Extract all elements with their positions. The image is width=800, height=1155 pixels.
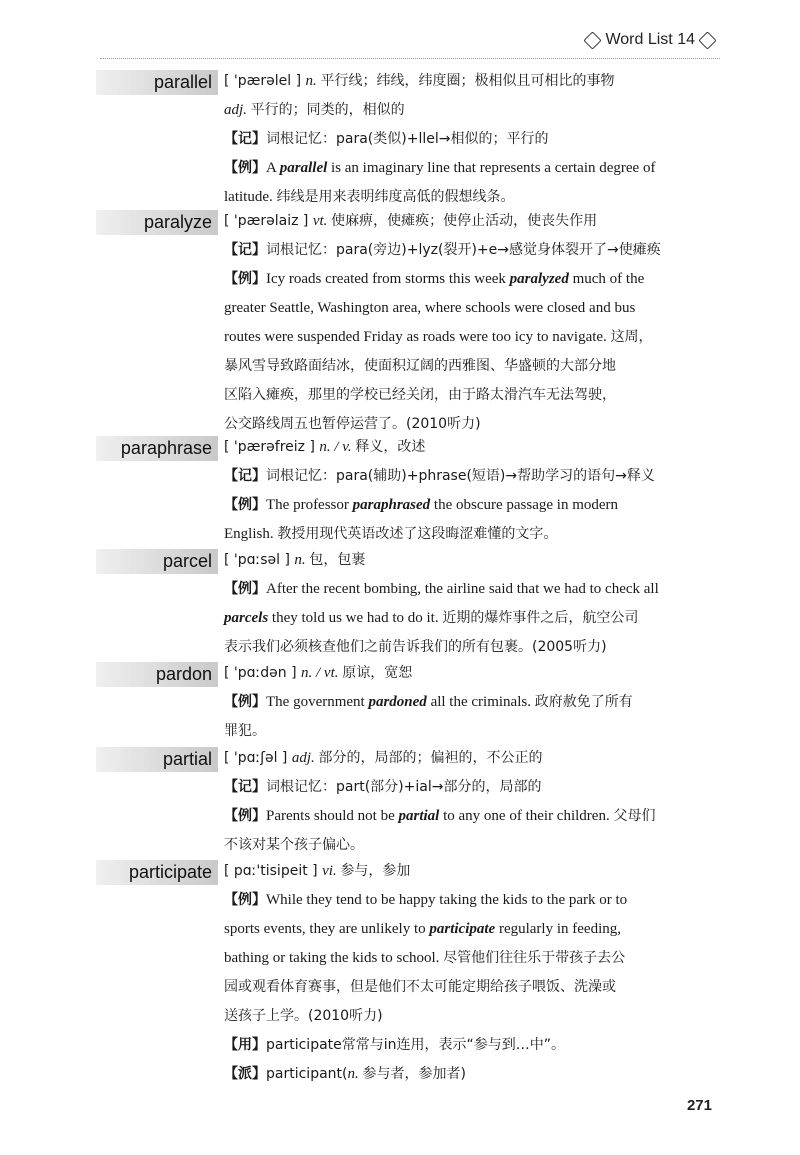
text-run: 罪犯。: [224, 723, 266, 739]
header-rule: [100, 58, 720, 59]
entry-body: [224, 70, 720, 212]
entry-body: [224, 436, 720, 549]
entry-line: [224, 67, 720, 96]
entry-body: [224, 860, 720, 1089]
entry-line: [224, 491, 720, 520]
entry-line: [224, 688, 720, 717]
entry-line: [224, 1031, 720, 1060]
text-run: regularly in feeding,: [495, 921, 621, 937]
text-run: routes were suspended Friday as roads were too icy to navigate.: [224, 329, 611, 345]
text-run: 平行线；纬线，纬度圈；极相似且可相比的事物: [320, 73, 615, 89]
entry-line: [224, 717, 720, 746]
entry-line: [224, 857, 720, 886]
entry-line: [224, 323, 720, 352]
entry-line: [224, 433, 720, 462]
text-run: [ 'pɑːʃəl ]: [224, 750, 292, 766]
text-run: 送孩子上学。(2010听力): [224, 1008, 383, 1024]
section-tag: 【记】: [224, 131, 266, 147]
entry-line: [224, 462, 720, 491]
entry-parcel: [96, 549, 720, 662]
text-run: 参与，参加: [340, 863, 411, 879]
entry-line: [224, 96, 720, 125]
text-run: 区陷入瘫痪，那里的学校已经关闭，由于路太滑汽车无法驾驶，: [224, 387, 616, 403]
entry-head: [96, 210, 720, 439]
text-run: participate常常与in连用，表示“参与到…中”。: [266, 1037, 566, 1053]
text-run: n.: [305, 73, 321, 89]
entry-line: [224, 575, 720, 604]
entry-line: [224, 520, 720, 549]
entry-line: [224, 744, 720, 773]
text-run: 这周，: [610, 329, 653, 345]
text-run: 纬线是用来表明纬度高低的假想线条。: [276, 189, 515, 205]
keyword: parallel: [279, 160, 328, 176]
running-header: [586, 31, 714, 49]
text-run: After the recent bombing, the airline said that we had to check all: [266, 581, 659, 597]
text-run: 公交路线周五也暂停运营了。(2010听力): [224, 416, 481, 432]
text-run: the obscure passage in modern: [430, 497, 619, 513]
text-run: 包，包裹: [309, 552, 366, 568]
text-run: 词根记忆：para(旁边)+lyz(裂开)+e→感觉身体裂开了→使瘫痪: [266, 242, 661, 258]
entry-body: [224, 747, 720, 860]
text-run: 词根记忆：para(类似)+llel→相似的；平行的: [266, 131, 549, 147]
header-title: Word List 14: [605, 31, 695, 48]
entry-line: [224, 546, 720, 575]
section-tag: 【例】: [224, 808, 266, 824]
text-run: bathing or taking the kids to school.: [224, 950, 444, 966]
entry-line: [224, 381, 720, 410]
text-run: adj.: [224, 102, 251, 118]
entry-partial: [96, 747, 720, 860]
text-run: n.: [294, 552, 310, 568]
entry-head: [96, 662, 720, 746]
text-run: they told us we had to do it.: [268, 610, 443, 626]
text-run: 原谅，宽恕: [342, 665, 413, 681]
text-run: English.: [224, 526, 278, 542]
entry-line: [224, 207, 720, 236]
entry-body: [224, 549, 720, 662]
entry-head: [96, 549, 720, 662]
section-tag: 【例】: [224, 694, 266, 710]
headword: partial: [96, 747, 218, 772]
section-tag: 【例】: [224, 581, 266, 597]
entry-head: [96, 436, 720, 549]
section-tag: 【例】: [224, 892, 266, 908]
entry-line: [224, 773, 720, 802]
text-run: Icy roads created from storms this week: [266, 271, 510, 287]
text-run: greater Seattle, Washington area, where schools were closed and bus: [224, 300, 636, 316]
entry-line: [224, 973, 720, 1002]
text-run: is an imaginary line that represents a certain degree of: [327, 160, 656, 176]
headword: pardon: [96, 662, 218, 687]
text-run: 园或观看体育赛事，但是他们不太可能定期给孩子喂饭、洗澡或: [224, 979, 616, 995]
section-tag: 【记】: [224, 468, 266, 484]
text-run: 尽管他们往往乐于带孩子去公: [443, 950, 626, 966]
entry-parallel: [96, 70, 720, 212]
section-tag: 【记】: [224, 779, 266, 795]
entry-line: [224, 1060, 720, 1089]
entry-line: [224, 265, 720, 294]
headword: paraphrase: [96, 436, 218, 461]
text-run: 暴风雪导致路面结冰，使面积辽阔的西雅图、华盛顿的大部分地: [224, 358, 616, 374]
text-run: 不该对某个孩子偏心。: [224, 837, 364, 853]
text-run: 父母们: [613, 808, 656, 824]
text-run: While they tend to be happy taking the kids to the park or to: [266, 892, 628, 908]
text-run: latitude.: [224, 189, 277, 205]
entry-line: [224, 633, 720, 662]
keyword: parcels: [224, 610, 269, 626]
section-tag: 【用】: [224, 1037, 266, 1053]
text-run: [ 'pærəlel ]: [224, 73, 306, 89]
page-number: 271: [686, 1097, 712, 1114]
text-run: 部分的，局部的；偏袒的，不公正的: [318, 750, 543, 766]
diamond-icon: [698, 31, 716, 49]
text-run: The government: [266, 694, 369, 710]
text-run: [ 'pærəlaiz ]: [224, 213, 313, 229]
section-tag: 【例】: [224, 160, 266, 176]
keyword: participate: [429, 921, 496, 937]
entry-paraphrase: [96, 436, 720, 549]
headword: parcel: [96, 549, 218, 574]
entry-line: [224, 154, 720, 183]
entry-line: [224, 125, 720, 154]
headword: parallel: [96, 70, 218, 95]
text-run: 释义，改述: [355, 439, 426, 455]
entry-line: [224, 294, 720, 323]
text-run: 词根记忆：part(部分)+ial→部分的，局部的: [266, 779, 542, 795]
entry-head: [96, 860, 720, 1089]
entry-line: [224, 352, 720, 381]
entry-line: [224, 659, 720, 688]
entry-head: [96, 70, 720, 212]
keyword: pardoned: [368, 694, 427, 710]
text-run: vi.: [322, 863, 341, 879]
text-run: much of the: [568, 271, 645, 287]
headword: participate: [96, 860, 218, 885]
text-run: sports events, they are unlikely to: [224, 921, 430, 937]
text-run: 表示我们必须核查他们之前告诉我们的所有包裹。(2005听力): [224, 639, 607, 655]
text-run: 词根记忆：para(辅助)+phrase(短语)→帮助学习的语句→释义: [266, 468, 655, 484]
entry-line: [224, 915, 720, 944]
entry-body: [224, 210, 720, 439]
diamond-icon: [584, 31, 602, 49]
entry-line: [224, 604, 720, 633]
entry-line: [224, 831, 720, 860]
entry-body: [224, 662, 720, 746]
section-tag: 【派】: [224, 1066, 266, 1082]
entry-head: [96, 747, 720, 860]
text-run: [ 'pɑːdən ]: [224, 665, 301, 681]
text-run: A: [266, 160, 280, 176]
keyword: paralyzed: [509, 271, 569, 287]
text-run: 使麻痹，使瘫痪；使停止活动，使丧失作用: [331, 213, 598, 229]
text-run: n. / vt.: [301, 665, 343, 681]
text-run: [ 'pærəfreiz ]: [224, 439, 320, 455]
text-run: participant(: [266, 1066, 348, 1082]
entry-line: [224, 1002, 720, 1031]
section-tag: 【例】: [224, 497, 266, 513]
text-run: The professor: [266, 497, 353, 513]
text-run: 政府赦免了所有: [534, 694, 633, 710]
entry-participate: [96, 860, 720, 1089]
text-run: 教授用现代英语改述了这段晦涩难懂的文字。: [277, 526, 558, 542]
text-run: n. / v.: [319, 439, 356, 455]
text-run: 近期的爆炸事件之后，航空公司: [442, 610, 639, 626]
text-run: to any one of their children.: [439, 808, 614, 824]
section-tag: 【例】: [224, 271, 266, 287]
text-run: Parents should not be: [266, 808, 399, 824]
section-tag: 【记】: [224, 242, 266, 258]
entry-line: [224, 802, 720, 831]
headword: paralyze: [96, 210, 218, 235]
entry-line: [224, 944, 720, 973]
text-run: all the criminals.: [426, 694, 535, 710]
text-run: vt.: [312, 213, 332, 229]
keyword: paraphrased: [352, 497, 431, 513]
entry-line: [224, 886, 720, 915]
entry-paralyze: [96, 210, 720, 439]
text-run: [ 'pɑːsəl ]: [224, 552, 295, 568]
keyword: partial: [398, 808, 440, 824]
entry-pardon: [96, 662, 720, 746]
text-run: n.: [347, 1066, 363, 1082]
entry-line: [224, 236, 720, 265]
text-run: [ pɑː'tisipeit ]: [224, 863, 323, 879]
text-run: 平行的；同类的，相似的: [250, 102, 405, 118]
text-run: 参与者，参加者): [362, 1066, 466, 1082]
text-run: adj.: [291, 750, 319, 766]
